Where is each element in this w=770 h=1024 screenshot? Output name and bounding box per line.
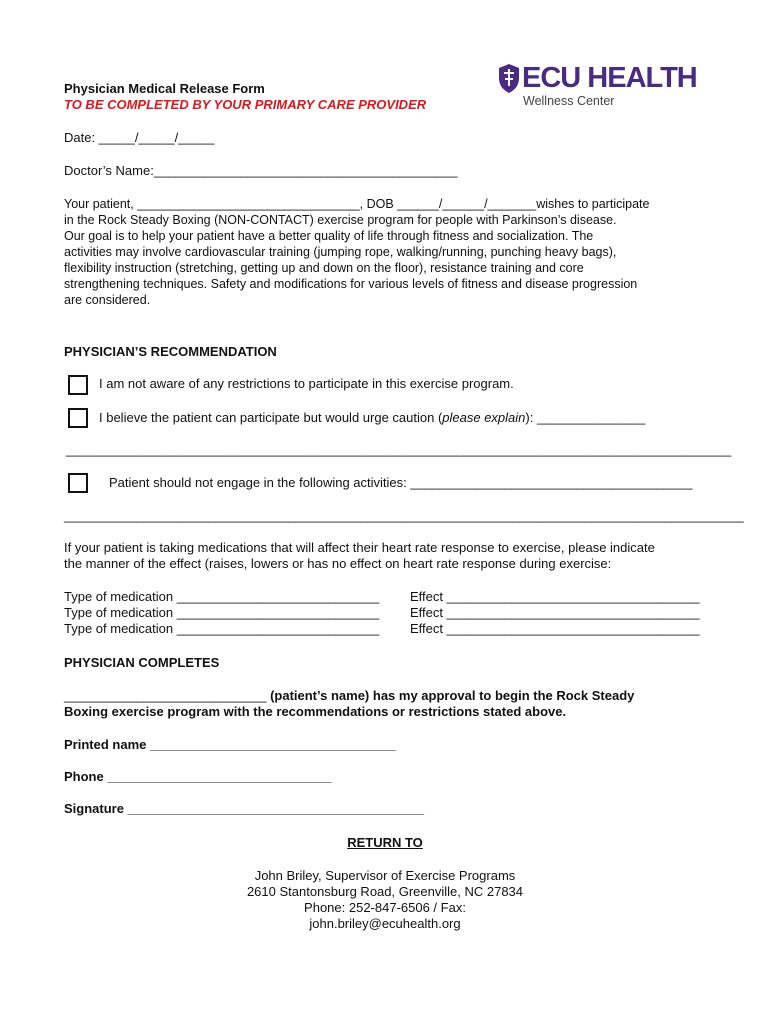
restrictions-checkbox[interactable] — [68, 473, 88, 493]
intro-line: activities may involve cardiovascular training (jumping rope, walking/running, punching heavy bags), — [64, 245, 617, 259]
logo-wordmark: ECU HEALTH — [522, 62, 697, 94]
pirate-flag-icon — [497, 64, 521, 94]
recommendation-heading: PHYSICIAN’S RECOMMENDATION — [64, 344, 277, 359]
intro-line: strengthening techniques. Safety and modifications for various levels of fitness and disease progression — [64, 277, 638, 291]
medication-intro: the manner of the effect (raises, lowers or has no effect on heart rate response during exercise: — [64, 556, 612, 571]
no-restrictions-checkbox[interactable] — [68, 375, 88, 395]
caution-label: I believe the patient can participate but would urge caution (please explain): _______________ — [99, 410, 646, 425]
medication-effect-field[interactable]: Effect ___________________________________ — [410, 621, 700, 636]
physician-completes-heading: PHYSICIAN COMPLETES — [64, 655, 220, 670]
medication-effect-field[interactable]: Effect ___________________________________ — [410, 589, 700, 604]
return-address-line: John Briley, Supervisor of Exercise Programs — [254, 868, 516, 883]
form-title: Physician Medical Release Form — [64, 81, 265, 96]
restrictions-label: Patient should not engage in the following activities: _______________________________________ — [109, 475, 693, 490]
caution-checkbox[interactable] — [68, 408, 88, 428]
return-phone-line: Phone: 252-847-6506 / Fax: — [304, 900, 466, 915]
intro-line: in the Rock Steady Boxing (NON-CONTACT) exercise program for people with Parkinson’s disease. — [64, 213, 617, 227]
ecu-health-logo — [497, 62, 697, 112]
intro-line: Our goal is to help your patient have a better quality of life through fitness and socialization. The — [64, 229, 594, 243]
approval-statement: ____________________________ (patient’s name) has my approval to begin the Rock Steady — [64, 688, 635, 703]
phone-field[interactable]: Phone _______________________________ — [64, 769, 332, 784]
return-email-link[interactable]: john.briley@ecuhealth.org — [309, 916, 461, 931]
approval-statement-cont: Boxing exercise program with the recommendations or restrictions stated above. — [64, 704, 567, 719]
medication-type-field[interactable]: Type of medication ____________________________ — [64, 605, 380, 620]
intro-line: Your patient, ________________________________, DOB ______/______/_______wishes to participate — [64, 197, 650, 211]
medication-effect-field[interactable]: Effect ___________________________________ — [410, 605, 700, 620]
patient-name-field[interactable]: ____________________________ — [64, 688, 271, 703]
return-address-line: 2610 Stantonsburg Road, Greenville, NC 27834 — [246, 884, 524, 899]
intro-line: flexibility instruction (stretching, getting up and down on the floor), resistance training and core — [64, 261, 584, 275]
intro-line: are considered. — [64, 293, 151, 307]
restricted-activities-line[interactable]: ______________________________________________________________________________________________ — [64, 508, 744, 523]
date-field[interactable]: Date: _____/_____/_____ — [64, 130, 215, 145]
return-to-heading: RETURN TO — [347, 835, 423, 850]
medication-type-field[interactable]: Type of medication ____________________________ — [64, 589, 380, 604]
medication-type-field[interactable]: Type of medication ____________________________ — [64, 621, 380, 636]
signature-field[interactable]: Signature _________________________________________ — [64, 801, 424, 816]
printed-name-field[interactable]: Printed name __________________________________ — [64, 737, 396, 752]
medication-intro: If your patient is taking medications that will affect their heart rate response to exercise, please indicate — [64, 540, 655, 555]
no-restrictions-label: I am not aware of any restrictions to participate in this exercise program. — [99, 376, 514, 391]
caution-explain-line[interactable]: ____________________________________________________________________________________________ — [66, 442, 732, 457]
doctor-name-field[interactable]: Doctor’s Name:__________________________________________ — [64, 163, 458, 178]
logo-subtitle: Wellness Center — [523, 94, 615, 108]
form-subtitle: TO BE COMPLETED BY YOUR PRIMARY CARE PROVIDER — [64, 97, 427, 112]
